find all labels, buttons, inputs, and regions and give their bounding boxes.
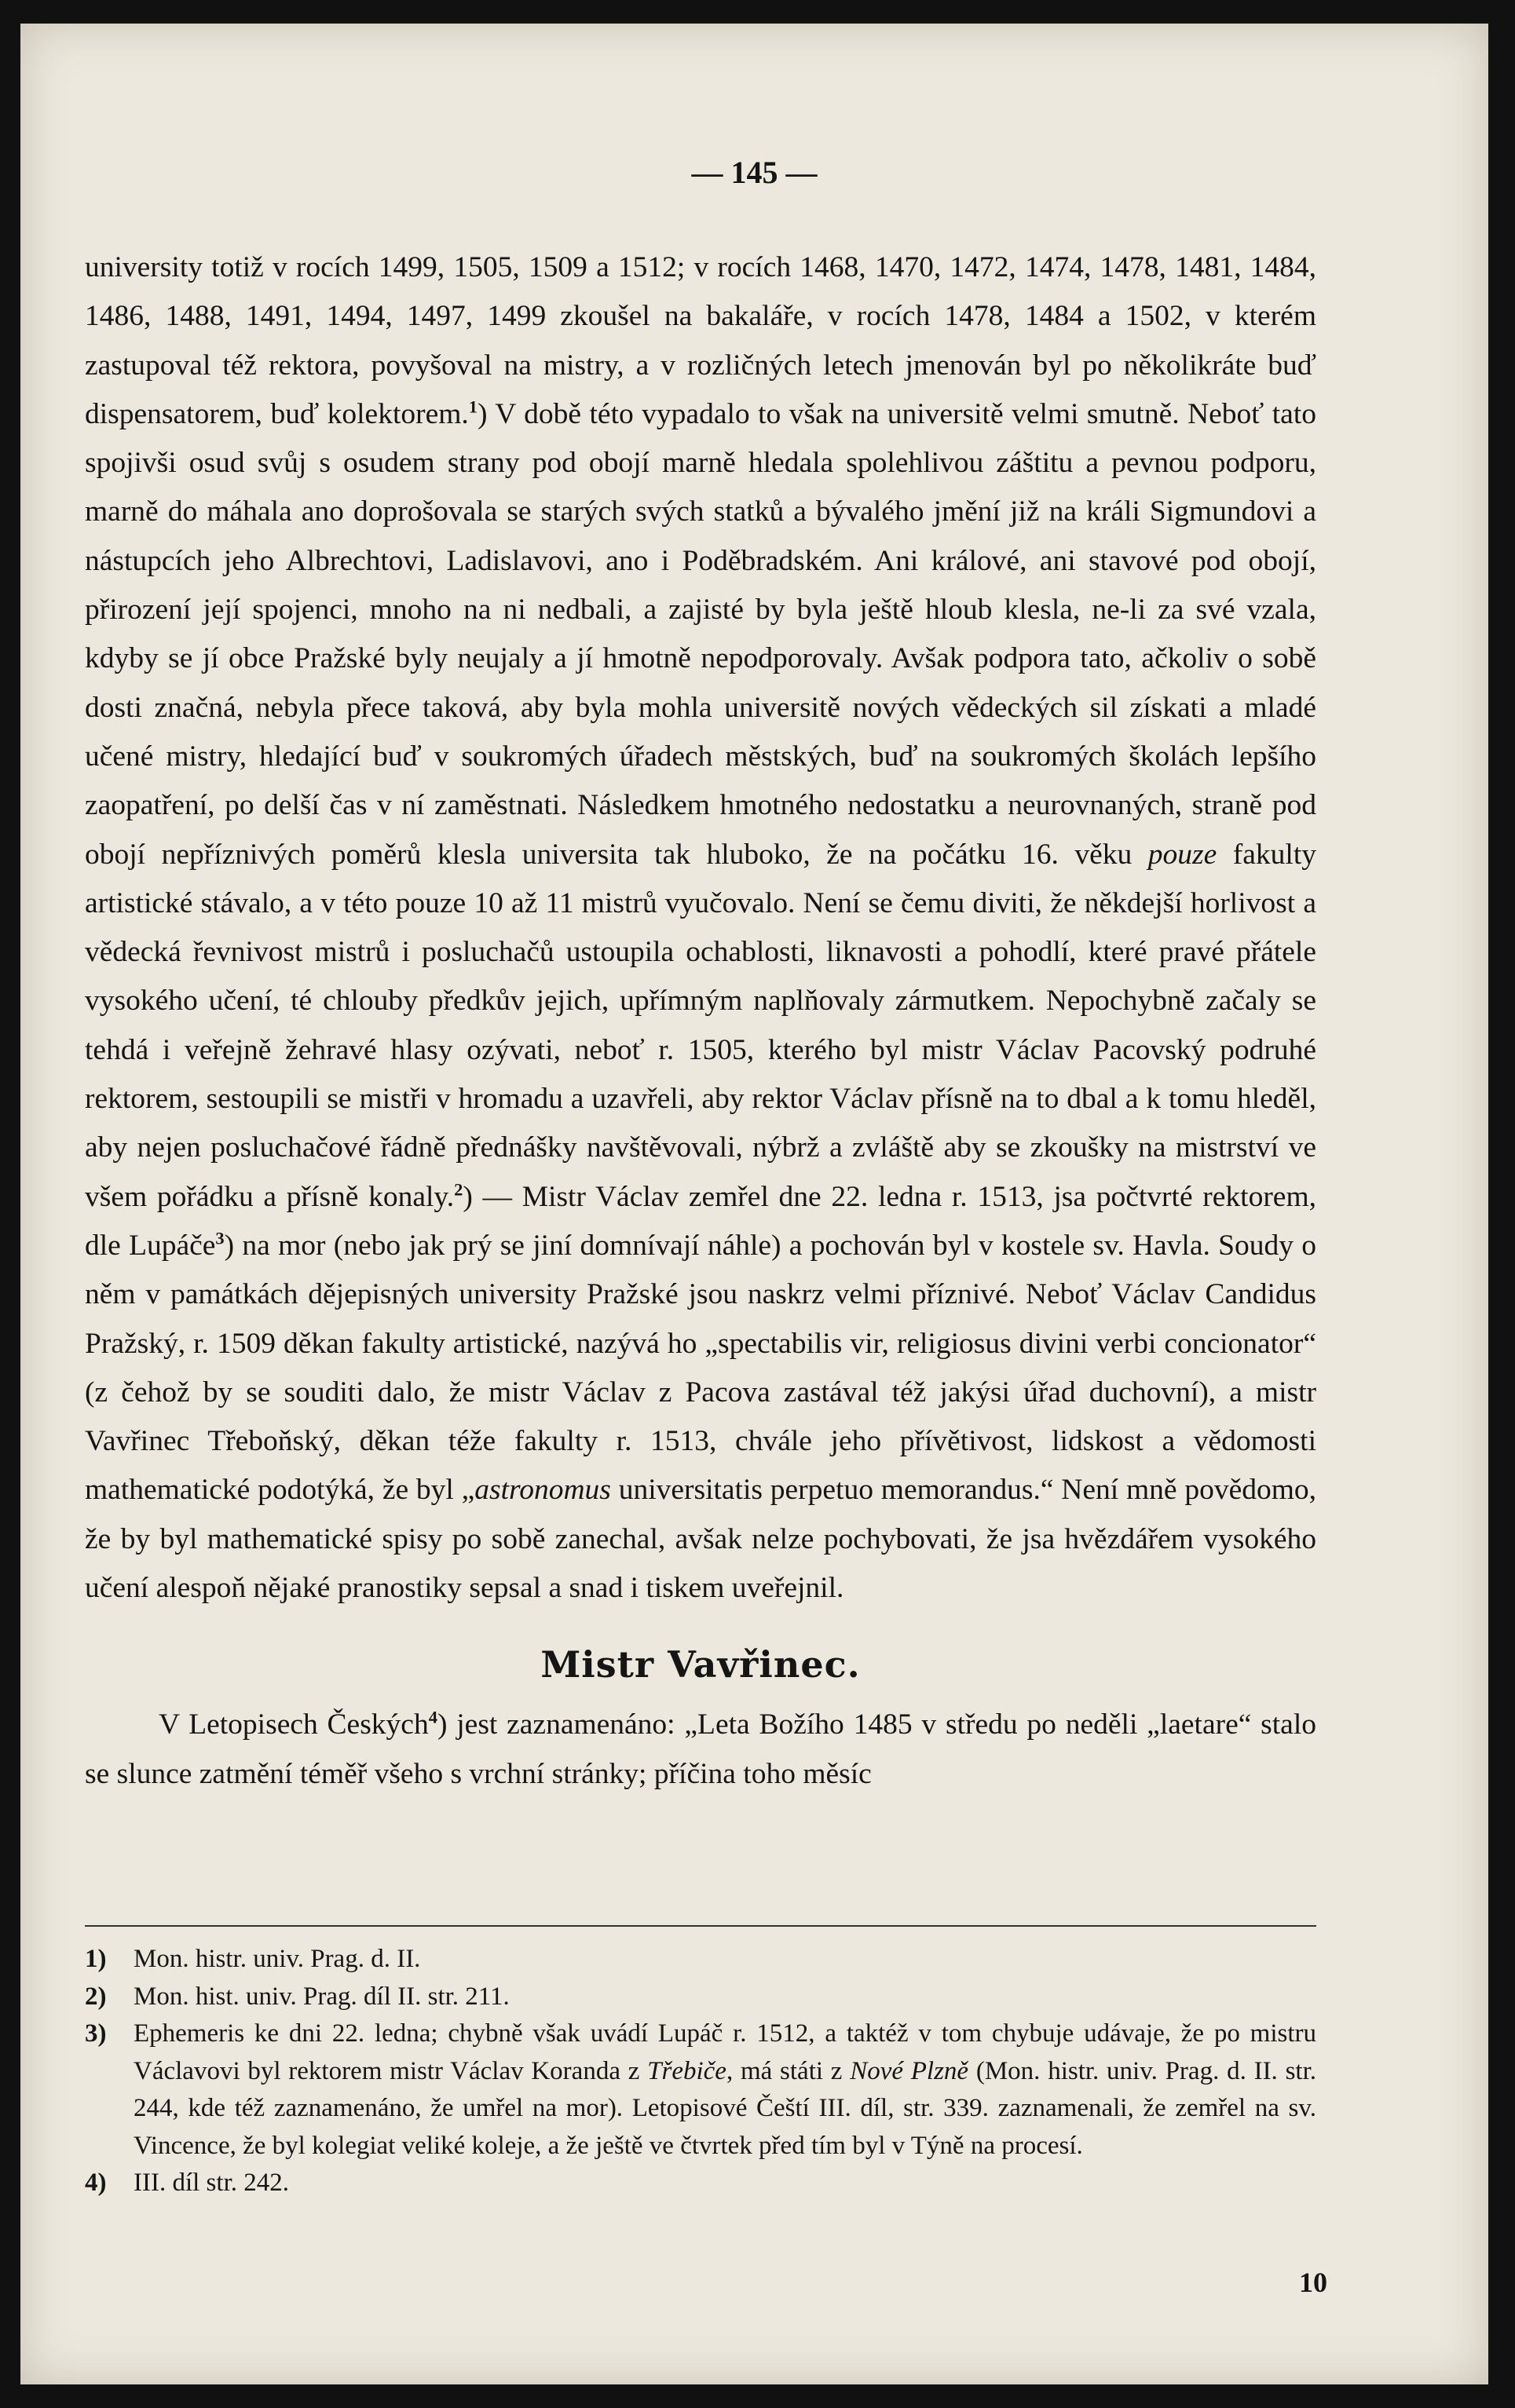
- footnote-ref: 4: [428, 1707, 437, 1727]
- footnotes: [85, 1925, 1316, 2202]
- footnote-text: Mon. histr. univ. Prag. d. II.: [134, 1945, 421, 1973]
- sheet-signature: 10: [1299, 2267, 1327, 2298]
- footnote-ref: 1: [468, 396, 478, 417]
- footnote: [85, 1979, 1316, 2016]
- paragraph: V Letopisech Českých$^4$) jest zaznamenáno: „Leta Božího 1485 v středu po neděli „laetare“ stalo se slunce zatmění téměř všeho s vrchní stránky; příčina toho měsíc: [85, 1707, 1316, 1790]
- footnote-mark: 3): [85, 2019, 107, 2048]
- footnote-text: Mon. hist. univ. Prag. díl II. str. 211.: [134, 1982, 510, 2011]
- italic-text: Třebiče: [647, 2056, 726, 2085]
- italic-text: Nové Plzně: [850, 2056, 969, 2085]
- footnote-mark: 1): [85, 1945, 107, 1973]
- paragraph: university totiž v rocích 1499, 1505, 1509 a 1512; v rocích 1468, 1470, 1472, 1474, 1478, 1481, 1484, 1486, 1488, 1491, 1494, 1497, 1499 zkoušel na bakaláře, v rocích 1478, 1484 a 1502, v kterém zastupoval též rektora, povyšoval na mistry, a v rozličných letech jmenován byl po několikráte buď dispensatorem, buď kolektorem.$^1$) V době této vypadalo to však na universitě velmi smutně. Neboť tato spojivši osud svůj s osudem strany pod obojí marně hledala spolehlivou záštitu a pevnou podporu, marně do máhala ano doprošovala se starých svých statků a bývalého jmění již na králi Sigmundovi a nástupcích jeho Albrechtovi, Ladislavovi, ano i Poděbradském. Ani králové, ani stavové pod obojí, přirození její spojenci, mnoho na ni nedbali, a zajisté by byla ještě hloub klesla, ne-li za své vzala, kdyby se jí obce Pražské byly neujaly a jí hmotně nepodporovaly. Avšak podpora tato, ačkoliv o sobě dosti značná, nebyla přece taková, aby byla mohla universitě nových vědeckých sil získati a mladé učené mistry, hledající buď v soukromých úřadech městských, buď na soukromých školách lepšího zaopatření, po delší čas v ní zaměstnati. Následkem hmotného nedostatku a neurovnaných, straně pod obojí nepříznivých poměrů klesla universita tak hluboko, že na počátku 16. věku pouze fakulty artistické stávalo, a v této pouze 10 až 11 mistrů vyučovalo. Není se čemu diviti, že někdejší horlivost a vědecká řevnivost mistrů i posluchačů ustoupila ochablosti, liknavosti a pohodlí, které pravé přátele vysokého učení, té chlouby předkův jejich, upřímným naplňovaly zármutkem. Nepochybně začaly se tehdá i veřejně žehravé hlasy ozývati, neboť r. 1505, kterého byl mistr Václav Pacovský podruhé rektorem, sestoupili se mistři v hromadu a uzavřeli, aby rektor Václav přísně na to dbal a k tomu hleděl, aby nejen posluchačové řádně přednášky navštěvovali, nýbrž a zvláště aby se zkoušky na mistrství ve všem pořádku a přísně konaly.$^2$) — Mistr Václav zemřel dne 22. ledna r. 1513, jsa počtvrté rektorem, dle Lupáče$^3$) na mor (nebo jak prý se jiní domnívají náhle) a pochován byl v kostele sv. Havla. Soudy o něm v památkách dějepisných university Pražské jsou naskrz velmi příznivé. Neboť Václav Candidus Pražský, r. 1509 děkan fakulty artistické, nazývá ho „spectabilis vir, religiosus divini verbi concionator“ (z čehož by se souditi dalo, že mistr Václav z Pacova zastával též jakýsi úřad duchovní), a mistr Vavřinec Třeboňský, děkan téže fakulty r. 1513, chvále jeho přívětivost, lidskost a vědomosti mathematické podotýká, že byl „astronomus universitatis perpetuo memorandus.“ Není mně povědomo, že by byl mathematické spisy po sobě zanechal, avšak nelze pochybovati, že jsa hvězdářem vysokého učení alespoň nějaké pranostiky sepsal a snad i tiskem uveřejnil.: [85, 251, 1317, 1605]
- footnote-text: Ephemeris ke dni 22. ledna; chybně však uvádí Lupáč r. 1512, a taktéž v tom chybuje udávaje, že po mistru Václavovi byl rektorem mistr Václav Koranda z Třebiče, má státi z Nové Plzně (Mon. histr. univ. Prag. d. II. str. 244, kde též zaznamenáno, že umřel na mor). Letopisové Čeští III. díl, str. 339. zaznamenali, že zemřel na sv. Vincence, že byl kolegiat veliké koleje, a že ještě ve čtvrtek před tím byl v Týně na procesí.: [134, 2019, 1316, 2160]
- body-text: [85, 243, 1316, 1799]
- section-title: Mistr Vavřinec.: [540, 1643, 861, 1686]
- footnote-ref: 3: [215, 1228, 225, 1248]
- page-number: — 145 —: [691, 155, 818, 190]
- italic-text: astronomus: [474, 1474, 611, 1507]
- footnote: [85, 1941, 1316, 1979]
- footnote-mark: 2): [85, 1982, 107, 2011]
- footnote-mark: 4): [85, 2169, 107, 2197]
- italic-text: pouze: [1147, 838, 1217, 871]
- page: [20, 24, 1488, 2384]
- footnote-ref: 2: [454, 1179, 463, 1200]
- footnote: [85, 2015, 1316, 2165]
- footnote: [85, 2165, 1316, 2202]
- footnote-text: III. díl str. 242.: [134, 2169, 289, 2197]
